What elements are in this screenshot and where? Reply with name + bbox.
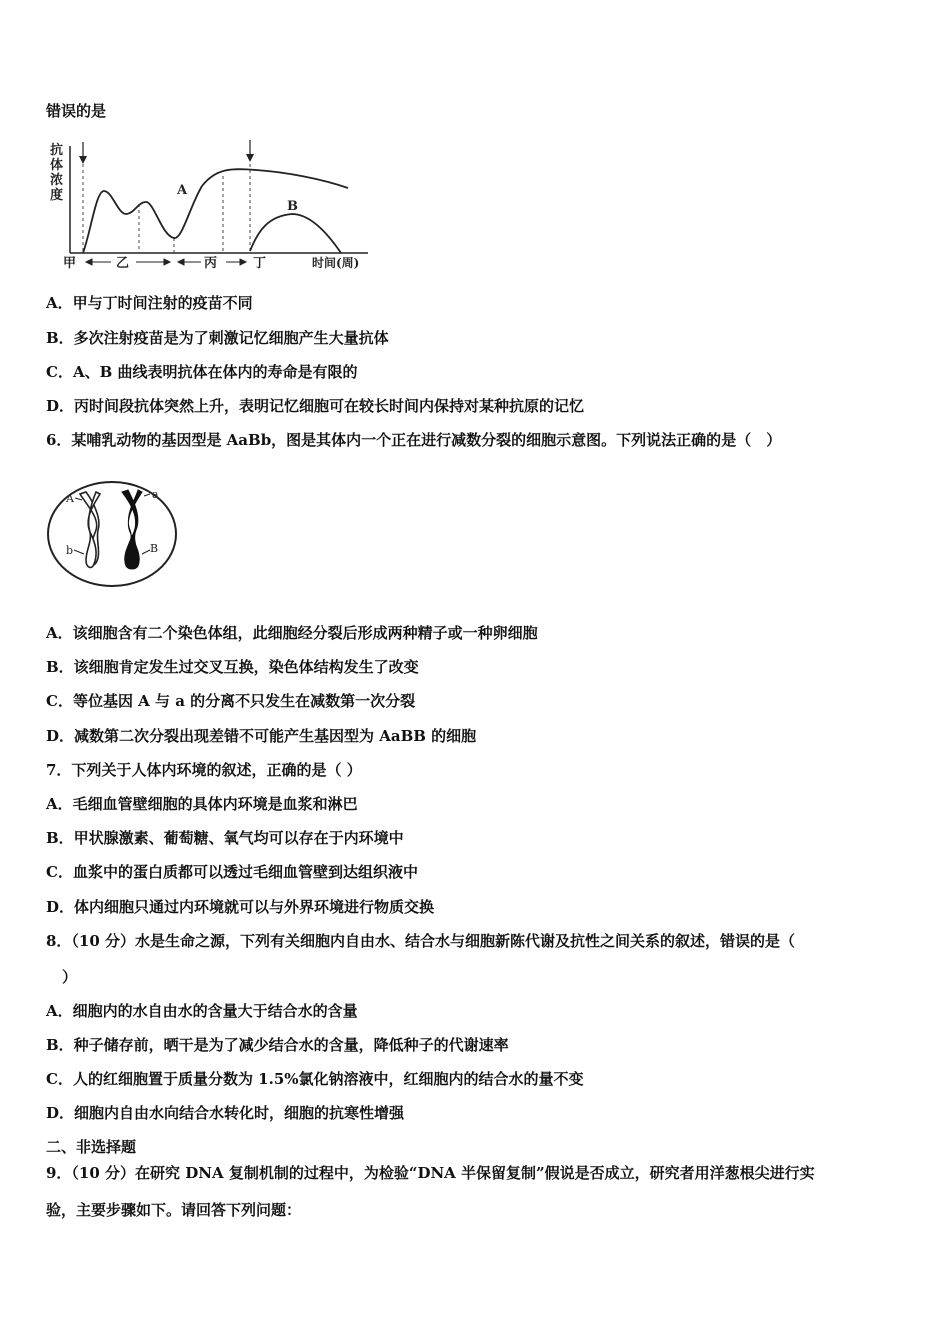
chromosome-right [122, 490, 142, 569]
x-label-bing: 丙 [204, 256, 218, 271]
q6-option-a: A．该细胞含有二个染色体组，此细胞经分裂后形成两种精子或一种卵细胞 [46, 624, 538, 642]
q6-option-c: C．等位基因 A 与 a 的分离不只发生在减数第一次分裂 [46, 692, 416, 710]
q8-option-c: C．人的红细胞置于质量分数为 1.5%氯化钠溶液中，红细胞内的结合水的量不变 [46, 1070, 584, 1088]
q5-option-a: A．甲与丁时间注射的疫苗不同 [46, 294, 253, 312]
gene-label-A: A [66, 492, 74, 505]
q8-option-d: D．细胞内自由水向结合水转化时，细胞的抗寒性增强 [46, 1104, 405, 1122]
y-label-char: 抗 [50, 143, 64, 158]
q7-option-b: B．甲状腺激素、葡萄糖、氧气均可以存在于内环境中 [46, 829, 404, 847]
section-heading: 二、非选择题 [46, 1138, 137, 1156]
q5-option-b: B．多次注射疫苗是为了刺激记忆细胞产生大量抗体 [46, 329, 389, 347]
q7-stem: 7．下列关于人体内环境的叙述，正确的是（ ） [46, 761, 362, 779]
q6-stem: 6．某哺乳动物的基因型是 AaBb，图是其体内一个正在进行减数分裂的细胞示意图。下列说法正确的是（ ） [46, 431, 782, 449]
q8-stem-line1: 8．（10 分）水是生命之源，下列有关细胞内自由水、结合水与细胞新陈代谢及抗性之间关系的叙述，错误的是（ [46, 932, 796, 950]
gene-label-B: B [150, 542, 159, 555]
q5-option-d: D．丙时间段抗体突然上升，表明记忆细胞可在较长时间内保持对某种抗原的记忆 [46, 397, 585, 415]
x-label-ding: 丁 [253, 256, 267, 271]
y-label-char: 体 [50, 158, 64, 173]
curve-b-label: B [287, 199, 298, 214]
injection-arrow-ding [246, 140, 254, 162]
q6-option-d: D．减数第二次分裂出现差错不可能产生基因型为 AaBB 的细胞 [46, 727, 477, 745]
q9-line1: 9．（10 分）在研究 DNA 复制机制的过程中，为检验“DNA 半保留复制”假说是否成立，研究者用洋葱根尖进行实 [46, 1164, 815, 1182]
curve-a [83, 169, 348, 253]
q6-option-b: B．该细胞肯定发生过交叉互换，染色体结构发生了改变 [46, 658, 419, 676]
y-label-char: 度 [50, 188, 64, 203]
q8-option-b: B．种子储存前，晒干是为了减少结合水的含量，降低种子的代谢速率 [46, 1036, 509, 1054]
injection-arrow-jia [79, 142, 87, 164]
x-label-jia: 甲 [63, 256, 77, 271]
antibody-concentration-graph [46, 136, 376, 276]
cell-diagram [46, 478, 182, 590]
gene-label-a: a [152, 488, 159, 501]
q7-option-c: C．血浆中的蛋白质都可以透过毛细血管壁到达组织液中 [46, 863, 418, 881]
q9-line2: 验，主要步骤如下。请回答下列问题： [46, 1201, 302, 1219]
q7-option-d: D．体内细胞只通过内环境就可以与外界环境进行物质交换 [46, 898, 435, 916]
x-axis-title: 时间(周) [312, 256, 360, 270]
curve-a-label: A [177, 183, 188, 198]
q8-option-a: A．细胞内的水自由水的含量大于结合水的含量 [46, 1002, 358, 1020]
q5-stem-tail: 错误的是 [46, 102, 107, 120]
q8-stem-line2: ） [62, 968, 78, 986]
chromosome-left [80, 492, 100, 567]
curve-b [250, 214, 341, 253]
q5-option-c: C．A、B 曲线表明抗体在体内的寿命是有限的 [46, 363, 358, 381]
y-label-char: 浓 [50, 173, 64, 188]
y-axis-label [50, 142, 63, 203]
gene-label-b: b [66, 544, 74, 557]
x-label-yi: 乙 [116, 256, 130, 271]
q7-option-a: A．毛细血管壁细胞的具体内环境是血浆和淋巴 [46, 795, 358, 813]
